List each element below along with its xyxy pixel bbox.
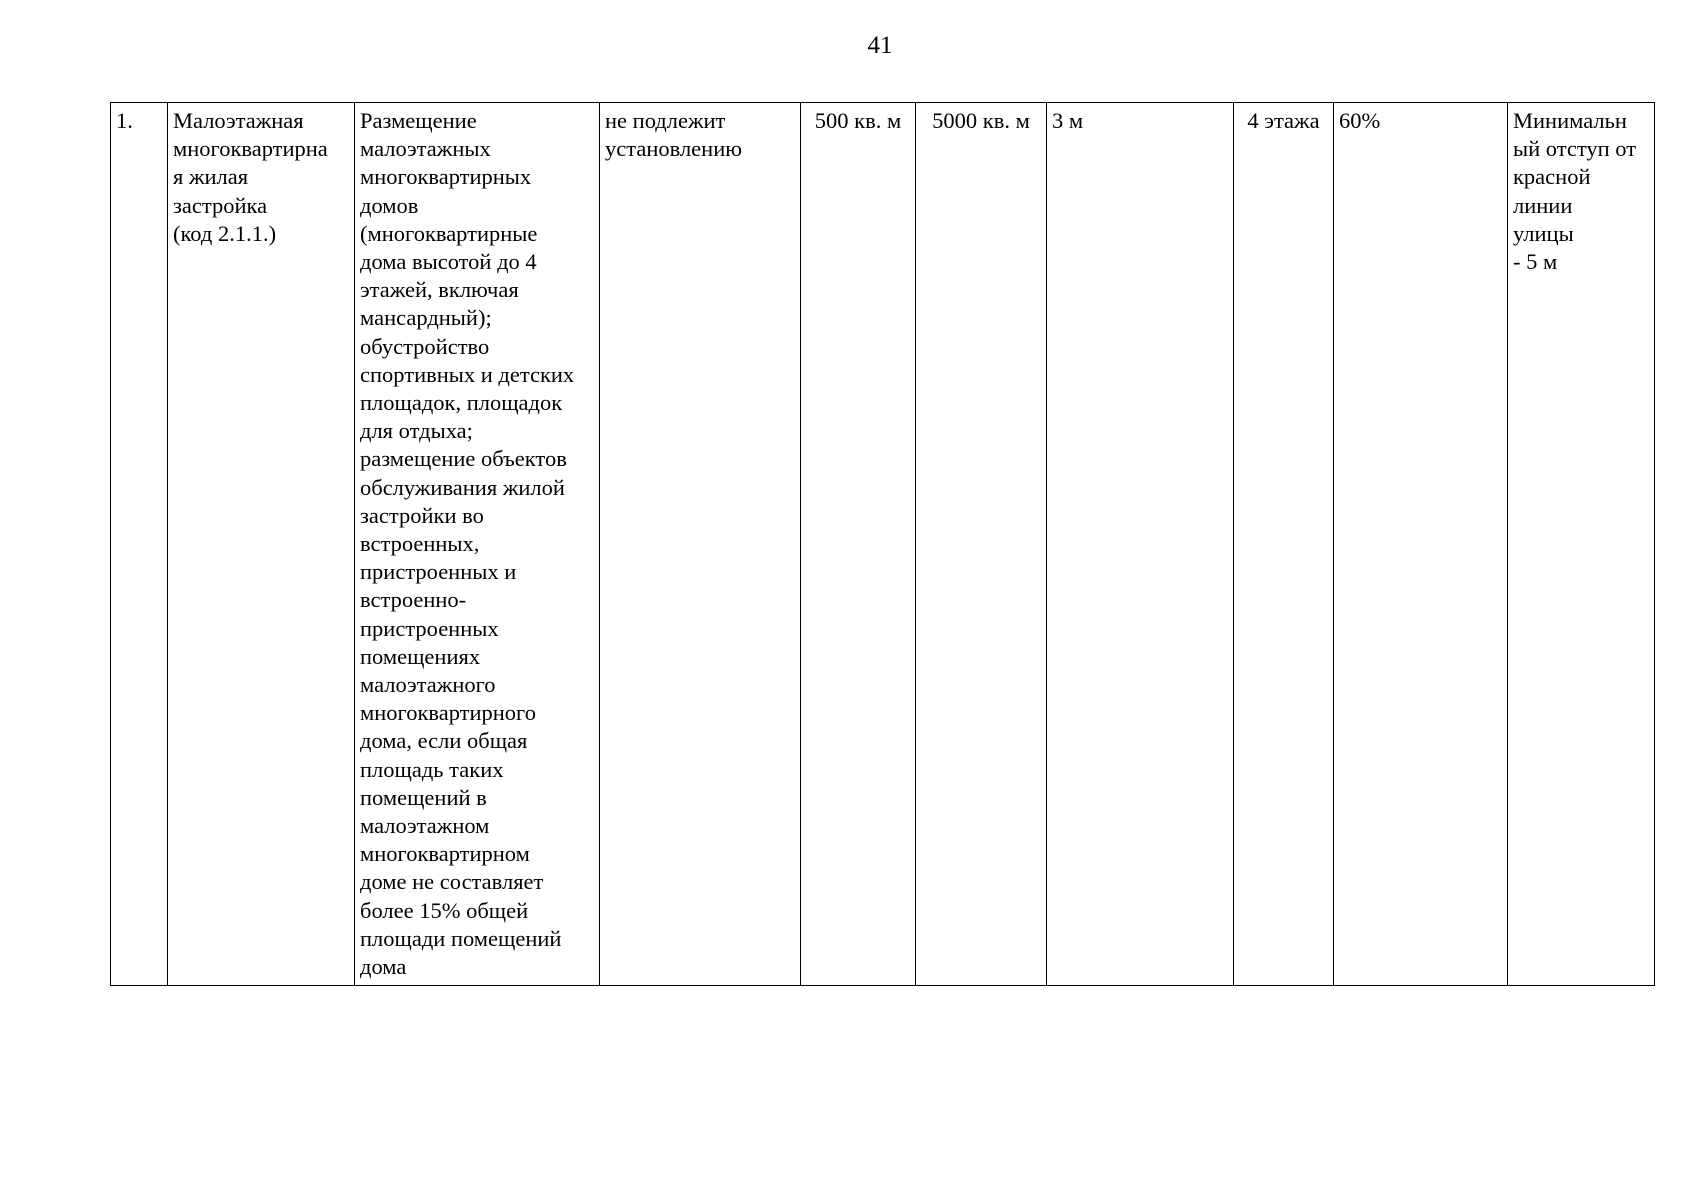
setback-cell — [1047, 103, 1234, 986]
text-line: не подлежит — [605, 108, 726, 133]
max-floors: 4 этажа — [1247, 108, 1320, 133]
zoning-regulations-table — [110, 102, 1655, 986]
text-line: дома — [360, 954, 407, 980]
land-use-name — [173, 107, 349, 248]
text-line: многоквартирном — [360, 841, 530, 867]
text-line: застройки во — [360, 502, 484, 528]
text-line: площадь таких — [360, 756, 504, 782]
max-area-cell — [916, 103, 1047, 986]
land-use-description — [360, 107, 594, 981]
text-line: установлению — [605, 136, 743, 162]
text-line: красной — [1513, 164, 1591, 190]
text-line: Малоэтажная — [173, 108, 304, 133]
table-row — [111, 103, 1655, 986]
text-line: ый отступ от — [1513, 136, 1637, 162]
text-line: обустройство — [360, 333, 490, 359]
coverage-cell — [1334, 103, 1508, 986]
text-line: помещениях — [360, 643, 481, 669]
text-line: (многоквартирные — [360, 220, 538, 246]
text-line: малоэтажных — [360, 136, 491, 162]
min-area-cell — [801, 103, 916, 986]
page-number: 41 — [867, 32, 893, 59]
text-line: обслуживания жилой — [360, 474, 565, 500]
text-line: Размещение — [360, 108, 477, 133]
floors-cell — [1234, 103, 1334, 986]
note-cell — [1508, 103, 1655, 986]
max-plot-area: 5000 кв. м — [932, 108, 1030, 133]
text-line: многоквартирна — [173, 136, 328, 162]
restriction-text — [605, 107, 795, 163]
text-line: размещение объектов — [360, 446, 567, 472]
text-line: многоквартирного — [360, 700, 536, 726]
min-plot-area: 500 кв. м — [814, 108, 902, 133]
text-line: домов — [360, 192, 419, 218]
text-line: линии — [1513, 192, 1573, 218]
text-line: для отдыха; — [360, 418, 473, 444]
max-coverage: 60% — [1339, 108, 1381, 133]
text-line: пристроенных — [360, 615, 499, 641]
description-cell — [355, 103, 600, 986]
text-line: многоквартирных — [360, 164, 532, 190]
text-line: мансардный); — [360, 305, 492, 331]
text-line: помещений в — [360, 784, 487, 810]
text-line: более 15% общей — [360, 897, 529, 923]
text-line: - 5 м — [1513, 249, 1558, 275]
text-line: я жилая — [173, 164, 249, 190]
text-line: застройка — [173, 192, 268, 218]
text-line: спортивных и детских — [360, 361, 575, 387]
min-setback: 3 м — [1052, 108, 1084, 133]
text-line: площади помещений — [360, 925, 562, 951]
text-line: (код 2.1.1.) — [173, 220, 277, 246]
text-line: улицы — [1513, 220, 1574, 246]
text-line: малоэтажного — [360, 672, 496, 698]
text-line: площадок, площадок — [360, 390, 563, 416]
row-number-cell — [111, 103, 168, 986]
text-line: Минимальн — [1513, 108, 1627, 133]
text-line: доме не составляет — [360, 869, 544, 895]
text-line: пристроенных и — [360, 559, 517, 585]
restriction-cell — [600, 103, 801, 986]
land-use-name-cell — [168, 103, 355, 986]
row-number: 1. — [116, 108, 133, 133]
text-line: дома высотой до 4 — [360, 249, 537, 275]
note-text — [1513, 107, 1649, 276]
text-line: встроенно- — [360, 587, 467, 613]
text-line: этажей, включая — [360, 277, 519, 303]
text-line: дома, если общая — [360, 728, 528, 754]
text-line: встроенных, — [360, 531, 480, 557]
text-line: малоэтажном — [360, 813, 490, 839]
